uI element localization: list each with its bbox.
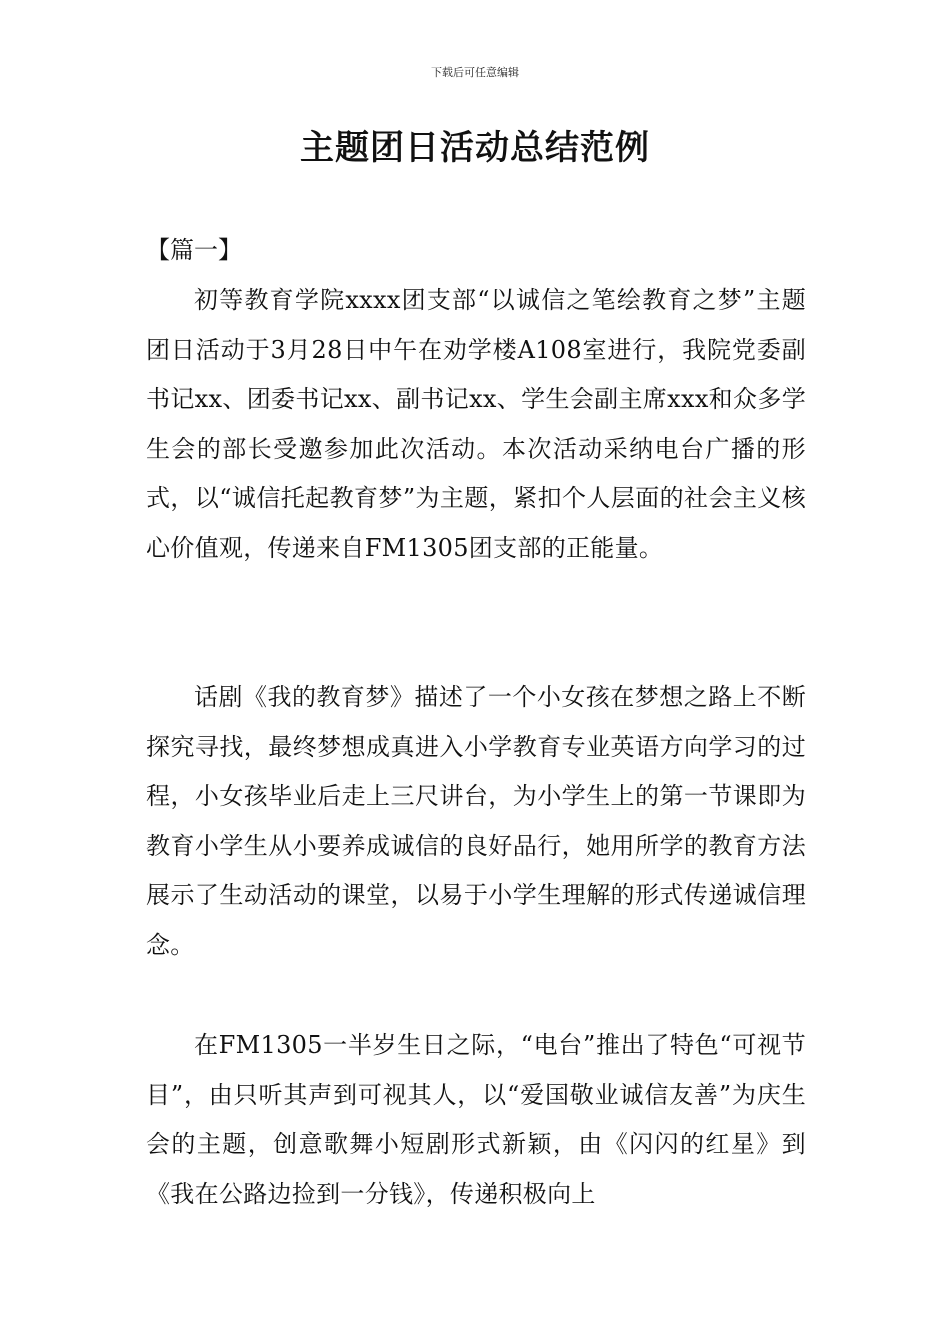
paragraph-1: 初等教育学院xxxx团支部“以诚信之笔绘教育之梦”主题团日活动于3月28日中午在劝学楼A108室进行，我院党委副书记xx、团委书记xx、副书记xx、学生会副主席xxx和众多学生会的部长受邀参加此次活动。本次活动采纳电台广播的形式，以“诚信托起教育梦”为主题，紧扣个人层面的社会主义核心价值观，传递来自FM1305团支部的正能量。 [146, 286, 806, 562]
paragraph-2: 话剧《我的教育梦》描述了一个小女孩在梦想之路上不断探究寻找，最终梦想成真进入小学教育专业英语方向学习的过程，小女孩毕业后走上三尺讲台，为小学生上的第一节课即为教育小学生从小要养成诚信的良好品行，她用所学的教育方法展示了生动活动的课堂，以易于小学生理解的形式传递诚信理念。 [146, 683, 806, 959]
header-note: 下载后可任意编辑 [431, 66, 519, 79]
section-label: 【篇一】 [146, 236, 242, 264]
paragraph-3: 在FM1305一半岁生日之际，“电台”推出了特色“可视节目”，由只听其声到可视其人，以“爱国敬业诚信友善”为庆生会的主题，创意歌舞小短剧形式新颖，由《闪闪的红星》到《我在公路边捡到一分钱》，传递积极向上 [146, 1031, 806, 1208]
page-title: 主题团日活动总结范例 [300, 128, 650, 168]
